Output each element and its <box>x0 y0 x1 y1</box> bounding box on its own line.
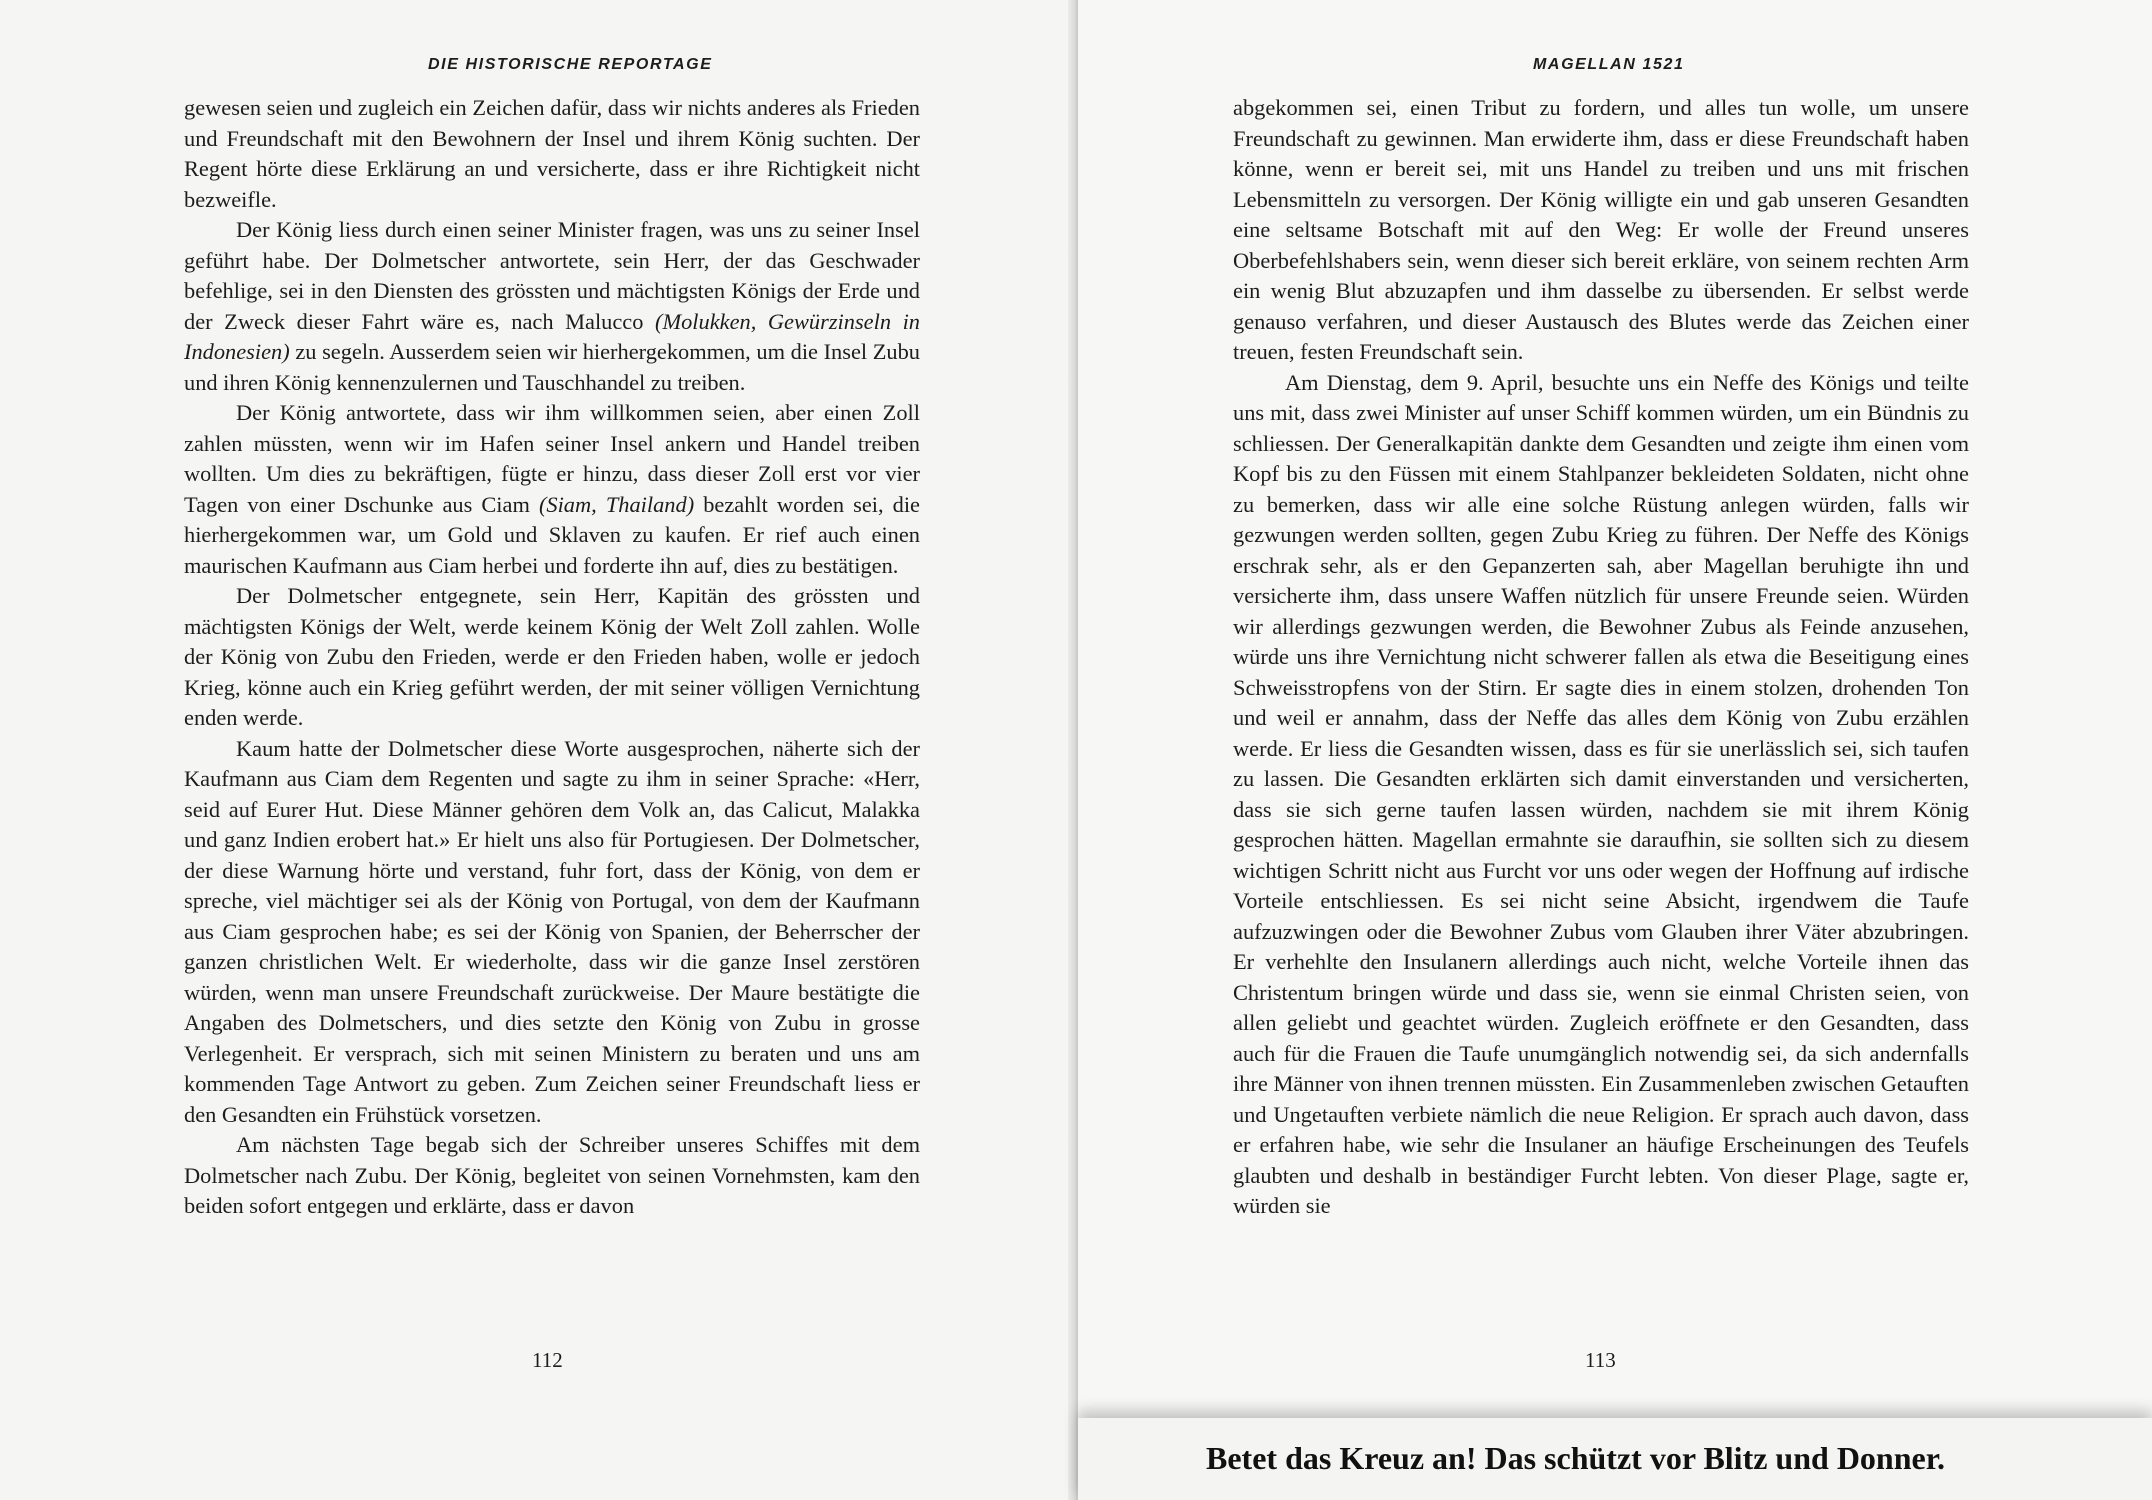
left-page <box>0 0 1074 1500</box>
paragraph-gloss: (Molukken, Gewürzinseln in Indonesien) <box>184 308 920 364</box>
page-number-left: 112 <box>532 1348 563 1372</box>
paragraph: abgekommen sei, einen Tribut zu fordern, und alles tun wolle, um unsere Freundschaft zu gewinnen. Man erwiderte ihm, dass er diese Freundschaft haben könne, wenn er bereit sei, mit uns Handel zu treiben und uns mit frischen Lebensmitteln zu versorgen. Der König willigte ein und gab unseren Gesandten eine seltsame Botschaft mit auf den Weg: Er wolle der Freund unseres Oberbefehlshabers sein, wenn dieser sich bereit erkläre, von seinem rechten Arm ein wenig Blut abzuzapfen und ihm dasselbe zu übersenden. Er selbst werde genauso verfahren, und dieser Austausch des Blutes werde das Zeichen einer treuen, festen Freundschaft sein. <box>1233 95 1969 364</box>
paragraph: Kaum hatte der Dolmetscher diese Worte ausgesprochen, näherte sich der Kaufmann aus Ciam dem Regenten und sagte zu ihm in seiner Sprache: «Herr, seid auf Eurer Hut. Diese Männer gehören dem Volk an, das Calicut, Malakka und ganz Indien erobert hat.» Er hielt uns also für Portugiesen. Der Dolmetscher, der diese Warnung hörte und verstand, fuhr fort, dass der König, von dem er spreche, viel mächtiger sei als der König von Portugal, von dem der Kaufmann aus Ciam gesprochen habe; es sei der König von Spanien, der Beherrscher der ganzen christlichen Welt. Er wiederholte, dass wir die ganze Insel zerstören würden, wenn man unsere Freundschaft zurückweise. Der Maure bestätigte die Angaben des Dolmetschers, und dies setzte den König von Zubu in grosse Verlegenheit. Er versprach, sich mit seinen Ministern zu beraten und uns am kommenden Tage Antwort zu geben. Zum Zeichen seiner Freundschaft liess er den Gesandten ein Frühstück vorsetzen. <box>184 735 920 1127</box>
page-number-right: 113 <box>1585 1348 1616 1372</box>
paragraph <box>184 215 920 398</box>
body-text-right <box>1233 93 1969 1222</box>
paragraph-text: Der König antwortete, dass wir ihm willkommen seien, aber einen Zoll zahlen müssten, wenn wir im Hafen seiner Insel ankern und Handel treiben wollten. Um dies zu bekräftigen, fügte er hinzu, dass dieser Zoll erst vor vier Tagen von einer Dschunke aus Ciam <box>184 400 920 517</box>
paragraph-text: Der König liess durch einen seiner Minister fragen, was uns zu seiner Insel geführt habe. Der Dolmetscher antwortete, sein Herr, der das Geschwader befehlige, sei in den Diensten des grössten und mächtigsten Königs der Erde und der Zweck dieser Fahrt wäre es, nach Malucco <box>184 217 920 334</box>
paragraph: Der Dolmetscher entgegnete, sein Herr, Kapitän des grössten und mächtigsten Königs der Welt, werde keinem König der Welt Zoll zahlen. Wolle der König von Zubu den Frieden, werde er den Frieden haben, wolle er jedoch Krieg, könne auch ein Krieg geführt werden, der mit seiner völligen Vernichtung enden werde. <box>184 583 920 730</box>
paragraph-gloss: (Siam, Thailand) <box>538 491 695 517</box>
paragraph: Am nächsten Tage begab sich der Schreiber unseres Schiffes mit dem Dolmetscher nach Zubu. Der König, begleitet von seinen Vornehmsten, kam den beiden sofort entgegen und erklärte, dass er davon <box>184 1132 920 1218</box>
running-head-left: DIE HISTORISCHE REPORTAGE <box>428 56 713 73</box>
paragraph-text: bezahlt worden sei, die hierhergekommen war, um Gold und Sklaven zu kaufen. Er rief auch einen maurischen Kaufmann aus Ciam herbei und forderte ihn auf, dies zu bestätigen. <box>184 491 920 578</box>
next-page-edge <box>1078 1418 2152 1500</box>
paragraph: Am Dienstag, dem 9. April, besuchte uns ein Neffe des Königs und teilte uns mit, dass zwei Minister auf unser Schiff kommen würden, um ein Bündnis zu schliessen. Der Generalkapitän dankte dem Gesandten und zeigte ihm einen vom Kopf bis zu den Füssen mit einem Stahlpanzer bekleideten Soldaten, nicht ohne zu bemerken, dass wir alle eine solche Rüstung anlegen würden, falls wir gezwungen werden sollten, gegen Zubu Krieg zu führen. Der Neffe des Königs erschrak sehr, als er den Gepanzerten sah, aber Magellan beruhigte ihn und versicherte ihm, dass unsere Waffen nützlich für unsere Freunde seien. Würden wir allerdings gezwungen werden, die Bewohner Zubus als Feinde anzusehen, würde uns ihre Vernichtung nicht schwerer fallen als etwa die Beseitigung eines Schweisstropfens von der Stirn. Er sagte dies in einem stolzen, drohenden Ton und weil er annahm, dass der Neffe das alles dem König von Zubu erzählen werde. Er liess die Gesandten wissen, dass es für sie unerlässlich sei, sich taufen zu lassen. Die Gesandten erklärten sich damit einverstanden und versicherten, dass sie sich gerne taufen lassen würden, nachdem sie mit ihrem König gesprochen hätten. Magellan ermahnte sie daraufhin, sie sollten sich zu diesem wichtigen Schritt nicht aus Furcht vor uns oder wegen der Hoffnung auf irdische Vorteile entschliessen. Es sei nicht seine Absicht, irgendwem die Taufe aufzuzwingen oder die Bewohner Zubus vom Glauben ihrer Väter abzubringen. Er verhehlte den Insulanern allerdings auch nicht, welche Vorteile ihnen das Christentum bringen würde und dass sie, wenn sie einmal Christen seien, von allen geliebt und geachtet würden. Zugleich eröffnete er den Gesandten, dass auch für die Frauen die Taufe unumgänglich notwendig sei, da sich andernfalls ihre Männer von ihnen trennen müssten. Ein Zusammenleben zwischen Getauften und Ungetauften verbiete nämlich die neue Religion. Er sprach auch davon, dass er erfahren habe, wie sehr die Insulaner an häufige Erscheinungen des Teufels glaubten und deshalb in beständiger Furcht lebten. Von dieser Plage, sagte er, würden sie <box>1233 369 1969 1218</box>
running-head-right: MAGELLAN 1521 <box>1533 56 1685 73</box>
right-page <box>1078 0 2152 1500</box>
paragraph-text: zu segeln. Ausserdem seien wir hierhergekommen, um die Insel Zubu und ihren König kennenzulernen und Tauschhandel zu treiben. <box>184 339 920 395</box>
body-text-left <box>184 93 920 1222</box>
paragraph: gewesen seien und zugleich ein Zeichen dafür, dass wir nichts anderes als Frieden und Freundschaft mit den Bewohnern der Insel und ihrem König suchten. Der Regent hörte diese Erklärung an und versicherte, dass er ihre Richtigkeit nicht bezweifle. <box>184 95 920 212</box>
pull-quote: Betet das Kreuz an! Das schützt vor Blitz und Donner. <box>1206 1440 1945 1476</box>
paragraph <box>184 398 920 581</box>
